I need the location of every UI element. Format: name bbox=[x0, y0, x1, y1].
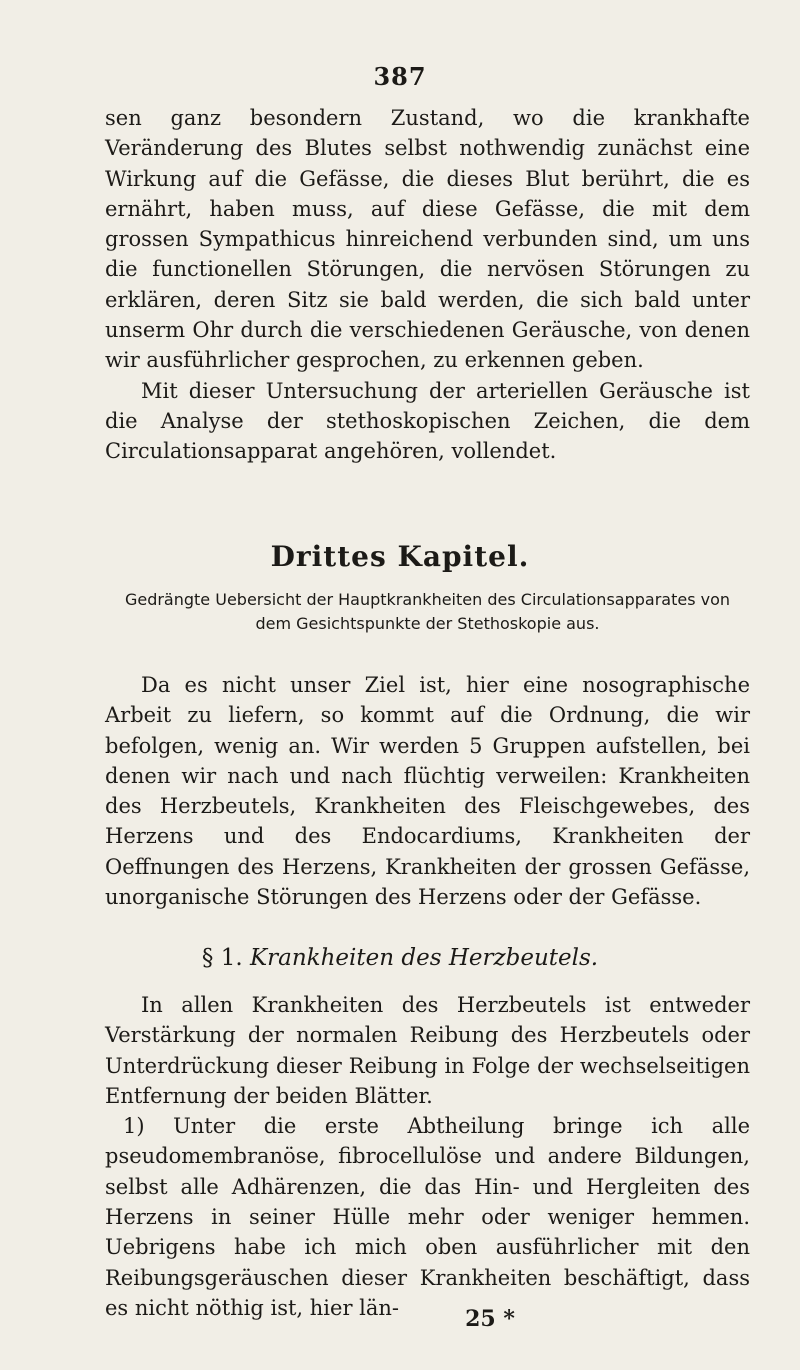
paragraph-arterial-sounds: Mit dieser Untersuchung der arteriellen Geräusche ist die Analyse der stethoskopischen Zeichen, die dem Circulationsapparat angehören, vollendet. bbox=[105, 378, 750, 464]
paragraph-intro: Da es nicht unser Ziel ist, hier eine nosographische Arbeit zu liefern, so kommt auf die Ordnung, die wir befolgen, wenig an. Wir werden 5 Gruppen aufstellen, bei denen wir nach und nach flüchtig verweilen: Krankheiten des Herzbeutels, Krankheiten des Fleischgewebes, des Herzens und des Endocardiums, Krankheiten der Oeffnungen des Herzens, Krankheiten der grossen Gefässe, unorganische Störungen des Herzens oder der Gefässe. bbox=[105, 673, 750, 910]
section-number: § 1. bbox=[201, 945, 243, 971]
chapter-title: Drittes Kapitel. bbox=[270, 540, 530, 573]
paragraph-continuation: sen ganz besondern Zustand, wo die krankhafte Veränderung des Blutes selbst nothwendig zunächst eine Wirkung auf die Gefässe, die dieses Blut berührt, die es ernährt, haben muss, auf diese Gefässe, die mit dem grossen Sympathicus hinreichend verbunden sind, um uns die functionellen Störungen, die nervösen Störungen zu erklären, deren Sitz sie bald werden, die sich bald unter unserm Ohr durch die verschiedenen Geräusche, von denen wir ausführlicher gesprochen, zu erkennen geben. bbox=[105, 106, 750, 373]
page-number: 387 bbox=[373, 62, 427, 91]
top-text-block bbox=[105, 103, 750, 467]
paragraph-pericardium: In allen Krankheiten des Herzbeutels ist entweder Verstärkung der normalen Reibung des Herzbeutels oder Unterdrückung dieser Reibung in Folge der wechselseitigen Entfernung der beiden Blätter. bbox=[105, 993, 750, 1108]
section-heading bbox=[0, 945, 800, 971]
section-title: Krankheiten des Herzbeutels. bbox=[249, 945, 599, 971]
intro-text-block bbox=[105, 670, 750, 912]
paragraph-first-division: 1) Unter die erste Abtheilung bringe ich alle pseudomembranöse, fibrocellulöse und andere Bildungen, selbst alle Adhärenzen, die das Hin- und Hergleiten des Herzens in seiner Hülle mehr oder weniger hemmen. Uebrigens habe ich mich oben ausführlicher mit den Reibungsgeräuschen dieser Krankheiten beschäftigt, dass es nicht nöthig ist, hier län- bbox=[105, 1114, 750, 1320]
chapter-summary: Gedrängte Uebersicht der Hauptkrankheiten des Circulationsapparates von dem Gesichtspunkte der Stethoskopie aus. bbox=[124, 590, 731, 633]
section-text-block bbox=[105, 990, 750, 1323]
signature-mark: 25 * bbox=[465, 1306, 515, 1332]
